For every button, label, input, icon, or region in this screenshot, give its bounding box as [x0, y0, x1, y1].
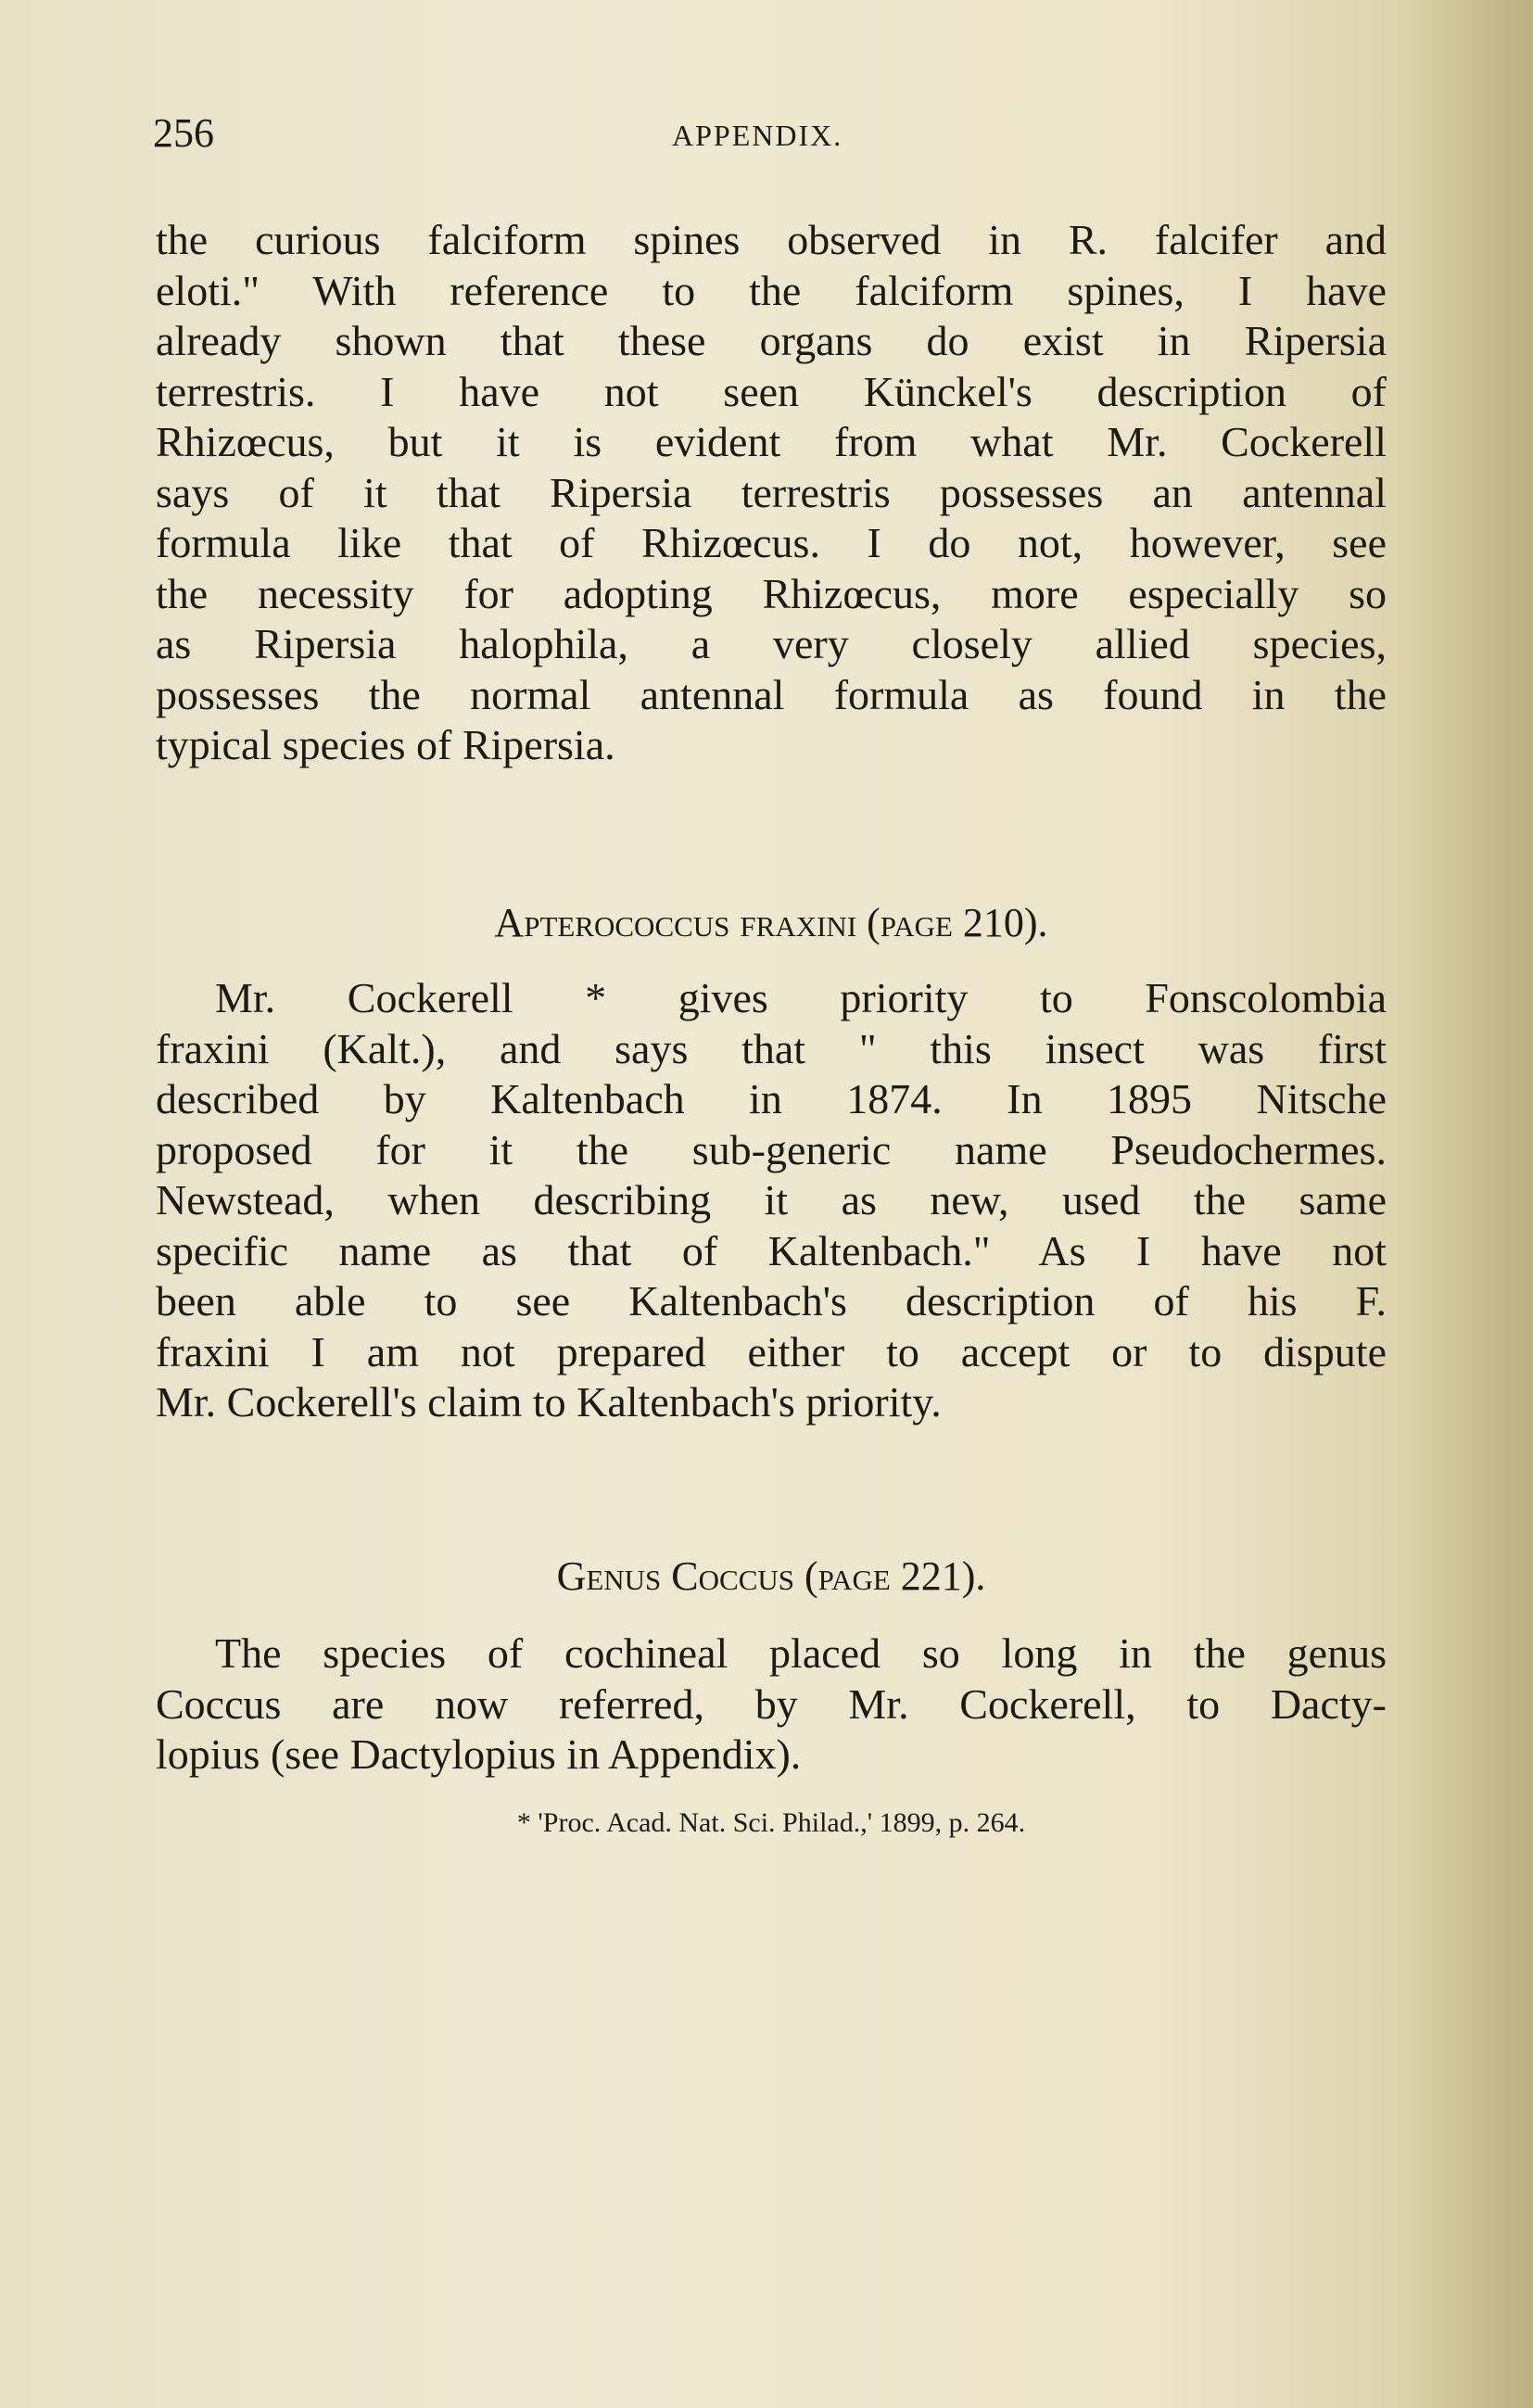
text-line: terrestris. I have not seen Künckel's description of: [156, 367, 1387, 415]
text-line: proposed for it the sub-generic name Pseudochermes.: [156, 1125, 1387, 1173]
paragraph-ripersia: [156, 215, 1387, 771]
text-line: eloti." With reference to the falciform spines, I have: [156, 266, 1387, 314]
text-line: The species of cochineal placed so long in the genus: [215, 1629, 1387, 1677]
text-line: lopius (see Dactylopius in Appendix).: [156, 1730, 802, 1778]
text-line: Newstead, when describing it as new, used the same: [156, 1176, 1387, 1223]
text-line: fraxini I am not prepared either to accept or to dispute: [156, 1327, 1387, 1375]
text-line: formula like that of Rhizœcus. I do not, however, see: [156, 519, 1387, 566]
page-number: 256: [153, 110, 214, 156]
text-line: Coccus are now referred, by Mr. Cockerell, to Dacty-: [156, 1679, 1387, 1728]
text-line: described by Kaltenbach in 1874. In 1895 Nitsche: [156, 1075, 1387, 1122]
text-line: possesses the normal antennal formula as found in the: [156, 670, 1387, 718]
paragraph-coccus: [156, 1629, 1387, 1781]
section-heading-coccus: Genus Coccus (page 221).: [556, 1553, 986, 1599]
page-gutter-shadow: [1394, 0, 1533, 2408]
footnote: * 'Proc. Acad. Nat. Sci. Philad.,' 1899, p. 264.: [516, 1807, 1026, 1838]
text-line: Mr. Cockerell * gives priority to Fonscolombia: [215, 974, 1387, 1021]
text-line: Rhizœcus, but it is evident from what Mr. Cockerell: [156, 418, 1387, 465]
text-line: the curious falciform spines observed in R. falcifer and: [156, 216, 1387, 263]
running-head: APPENDIX.: [672, 119, 843, 152]
text-line: typical species of Ripersia.: [156, 721, 615, 768]
text-line: been able to see Kaltenbach's description of his F.: [156, 1277, 1387, 1324]
text-line: as Ripersia halophila, a very closely allied species,: [156, 620, 1387, 667]
section-heading-apterococcus: Apterococcus fraxini (page 210).: [494, 900, 1048, 945]
text-line: specific name as that of Kaltenbach." As I have not: [156, 1226, 1387, 1274]
text-line: the necessity for adopting Rhizœcus, more especially so: [156, 569, 1387, 617]
text-line: fraxini (Kalt.), and says that " this insect was first: [156, 1024, 1387, 1072]
text-line: says of it that Ripersia terrestris possesses an antennal: [156, 468, 1387, 516]
text-line: already shown that these organs do exist in Ripersia: [156, 317, 1387, 364]
paragraph-apterococcus: [156, 973, 1387, 1428]
text-line: Mr. Cockerell's claim to Kaltenbach's priority.: [156, 1378, 942, 1426]
page-header: [153, 109, 1395, 165]
